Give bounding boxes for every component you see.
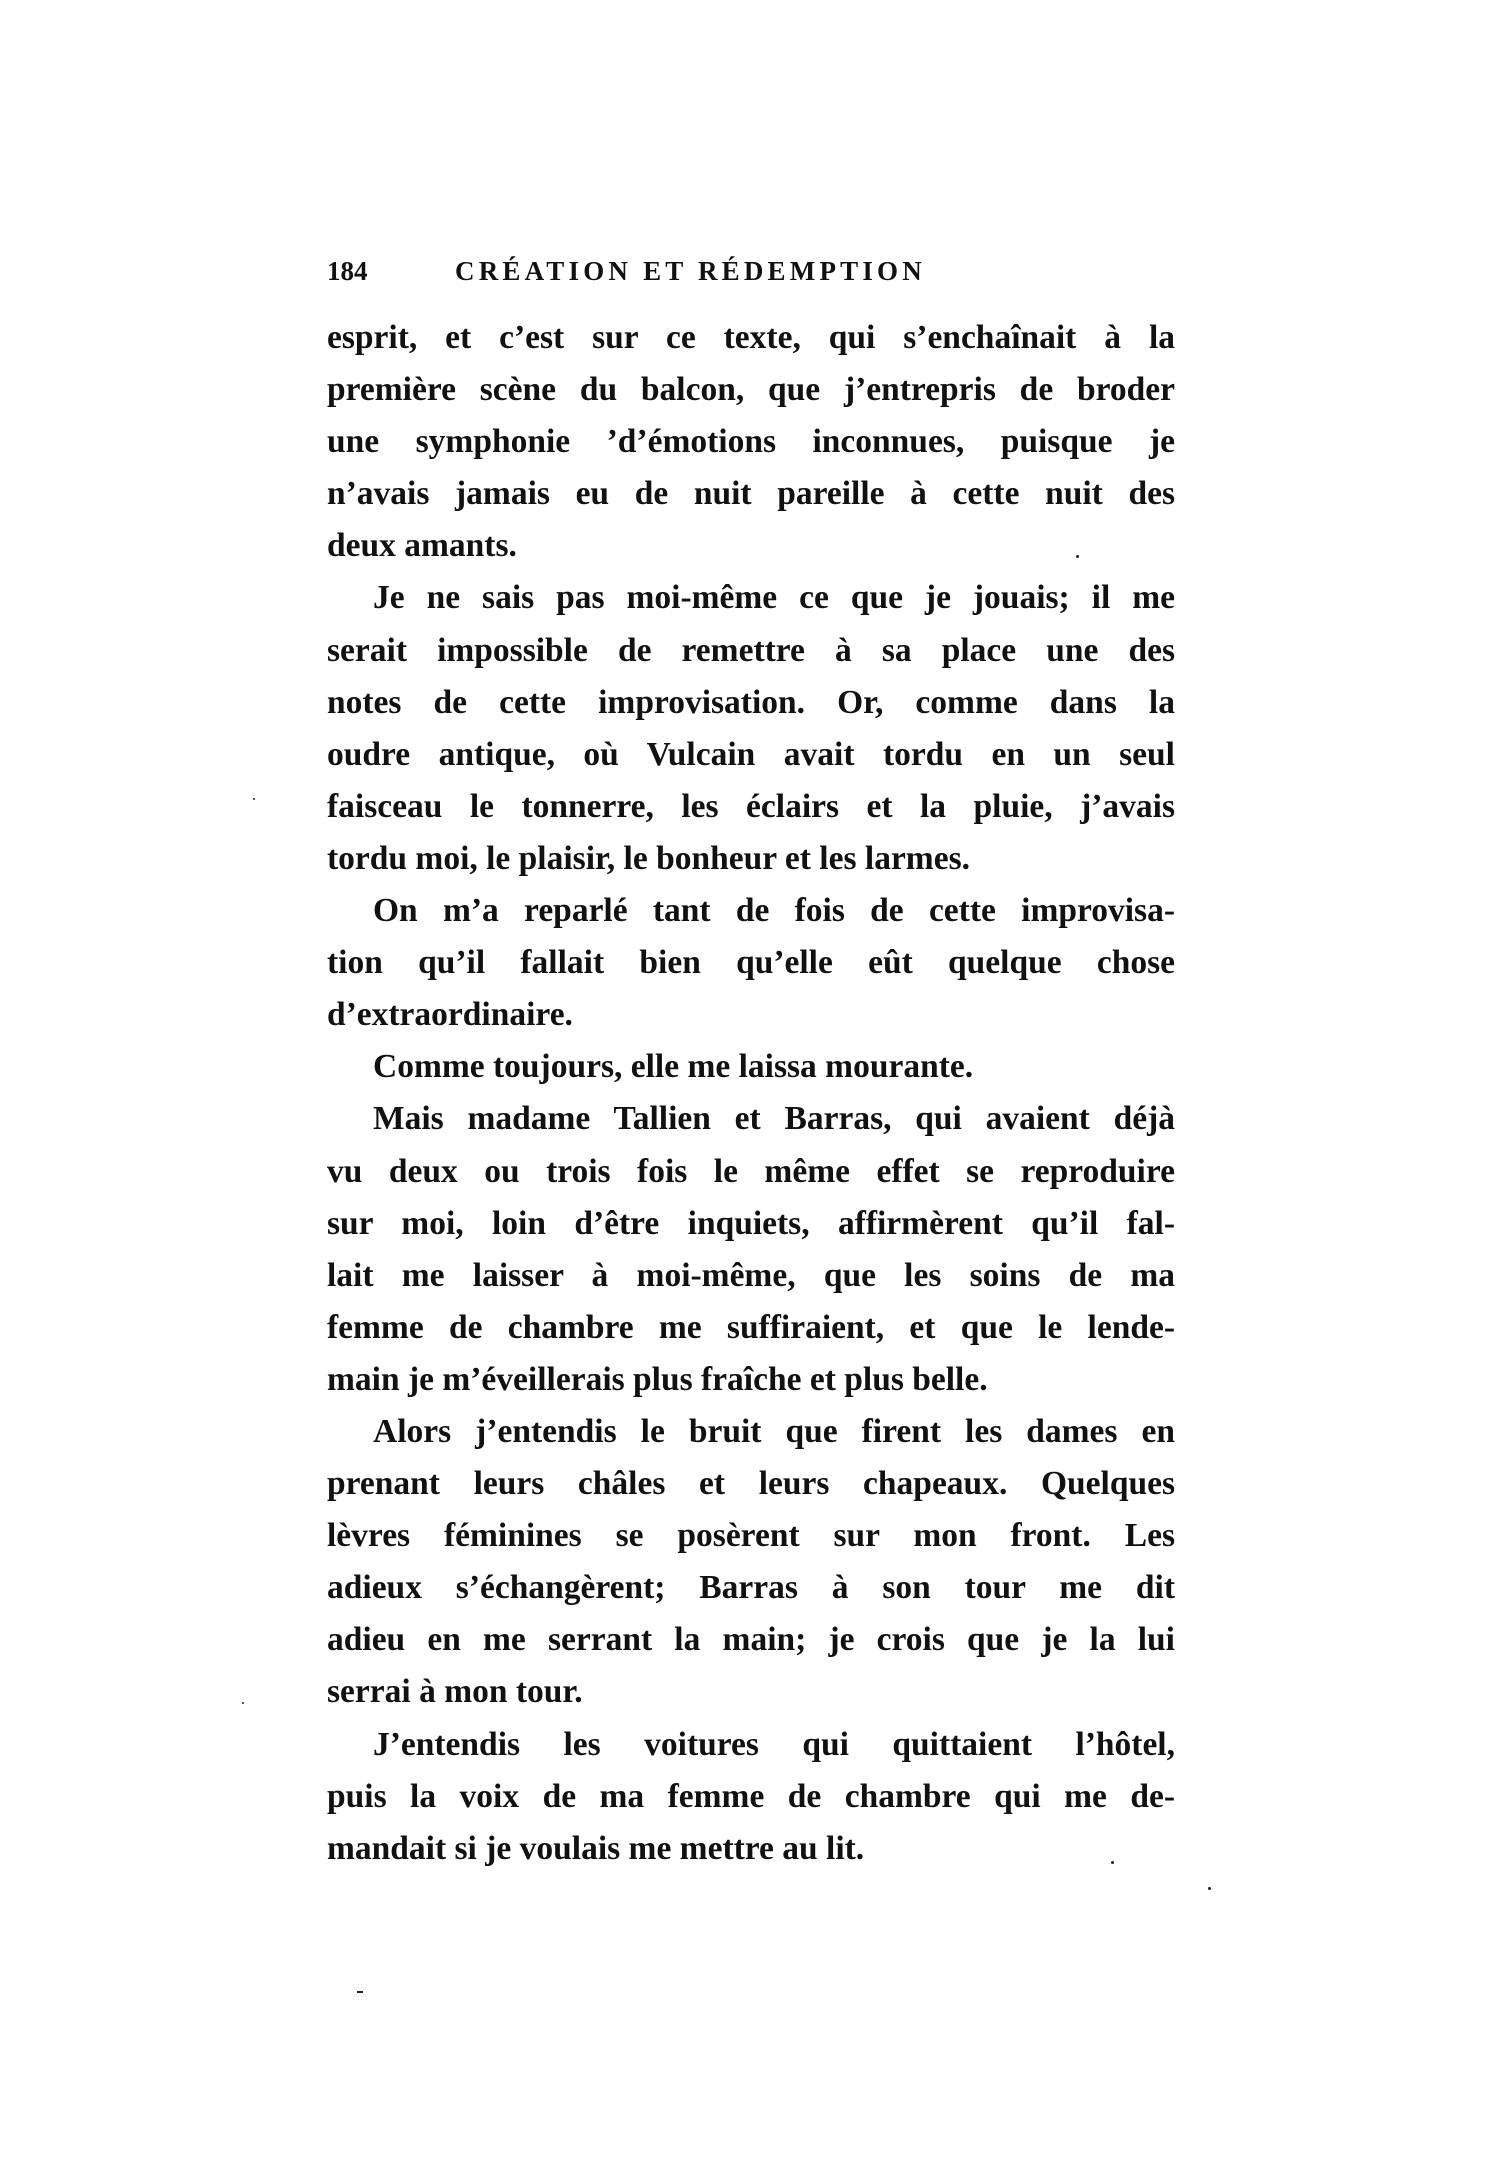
scan-speck <box>1208 1887 1211 1890</box>
scan-speck <box>1111 1861 1114 1864</box>
running-title: CRÉATION ET RÉDEMPTION <box>455 256 926 286</box>
text-line: première scène du balcon, que j’entrepris de broder <box>327 371 1175 409</box>
scan-speck <box>242 1702 244 1704</box>
text-line: Alors j’entendis le bruit que firent les dames en <box>373 1412 1175 1450</box>
text-line: Mais madame Tallien et Barras, qui avaient déjà <box>373 1100 1175 1138</box>
text-line: main je m’éveillerais plus fraîche et plus belle. <box>327 1360 988 1398</box>
text-line: puis la voix de ma femme de chambre qui me de- <box>327 1777 1175 1815</box>
text-line: serrai à mon tour. <box>327 1673 583 1711</box>
text-line: On m’a reparlé tant de fois de cette improvisa- <box>373 892 1175 930</box>
text-line: adieu en me serrant la main; je crois que je la lui <box>327 1621 1175 1659</box>
text-line: une symphonie ’d’émotions inconnues, puisque je <box>327 423 1175 461</box>
text-line: faisceau le tonnerre, les éclairs et la pluie, j’avais <box>327 787 1175 825</box>
paragraph <box>327 1719 1175 1875</box>
body-text <box>327 312 1175 1875</box>
text-line: deux amants. <box>327 527 517 565</box>
page-header <box>327 253 1047 289</box>
text-line: esprit, et c’est sur ce texte, qui s’enchaînait à la <box>327 319 1175 356</box>
scan-speck <box>253 798 255 800</box>
text-line: vu deux ou trois fois le même effet se reproduire <box>327 1152 1175 1190</box>
paragraph <box>327 312 1175 572</box>
text-line: prenant leurs châles et leurs chapeaux. Quelques <box>327 1465 1175 1503</box>
scan-speck <box>1076 555 1079 558</box>
paragraph <box>327 572 1175 885</box>
text-line: J’entendis les voitures qui quittaient l’hôtel, <box>373 1725 1175 1763</box>
text-line: tordu moi, le plaisir, le bonheur et les larmes. <box>327 839 970 877</box>
paragraph <box>327 1093 1175 1406</box>
text-line: sur moi, loin d’être inquiets, affirmèrent qu’il fal- <box>327 1204 1175 1242</box>
text-line: Comme toujours, elle me laissa mourante. <box>373 1048 974 1086</box>
text-line: adieux s’échangèrent; Barras à son tour me dit <box>327 1569 1175 1607</box>
text-line: oudre antique, où Vulcain avait tordu en un seul <box>327 735 1175 773</box>
text-line: Je ne sais pas moi-même ce que je jouais; il me <box>373 579 1175 617</box>
scan-speck <box>357 1991 363 1993</box>
text-line: lait me laisser à moi-même, que les soins de ma <box>327 1256 1175 1294</box>
text-line: lèvres féminines se posèrent sur mon front. Les <box>327 1517 1175 1555</box>
text-line: notes de cette improvisation. Or, comme dans la <box>327 683 1175 721</box>
text-line: tion qu’il fallait bien qu’elle eût quelque chose <box>327 944 1175 982</box>
paragraph <box>327 1406 1175 1719</box>
page-number: 184 <box>327 256 368 286</box>
paragraph <box>327 885 1175 1041</box>
text-line: n’avais jamais eu de nuit pareille à cette nuit des <box>327 475 1175 513</box>
text-line: mandait si je voulais me mettre au lit. <box>327 1829 865 1867</box>
text-line: serait impossible de remettre à sa place une des <box>327 631 1175 669</box>
text-line: femme de chambre me suffiraient, et que le lende- <box>327 1308 1175 1346</box>
paragraph <box>327 1041 1175 1093</box>
text-line: d’extraordinaire. <box>327 996 573 1034</box>
